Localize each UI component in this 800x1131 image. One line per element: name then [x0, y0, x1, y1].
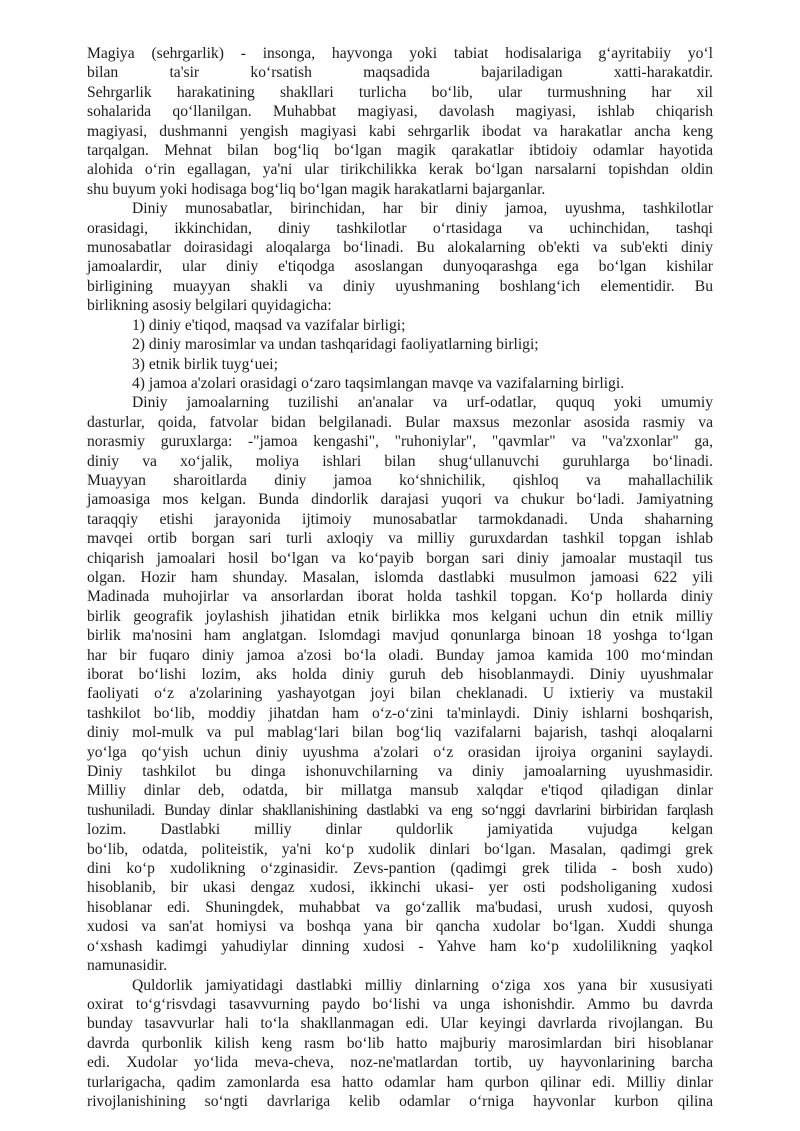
paragraph-line: taraqqiy etishi jarayonida ijtimoiy munosabatlar tarmokdanadi. Unda shaharning — [87, 510, 713, 528]
paragraph-line: edi. Xudolar yo‘lida meva-cheva, noz-ne'matlardan tortib, uy hayvonlarining barcha — [87, 1054, 713, 1072]
paragraph-line: har bir fuqaro diniy jamoa a'zosi bo‘la oladi. Bunday jamoa kamida 100 mo‘mindan — [87, 646, 713, 664]
paragraph-line: dini ko‘p xudolikning o‘zginasidir. Zevs-pantion (qadimgi grek tilida - bosh xudo) — [87, 860, 713, 878]
paragraph-line: tarqalgan. Mehnat bilan bog‘liq bo‘lgan magik qarakatlar ibtidoiy odamlar hayotida — [87, 142, 713, 160]
paragraph-line: oxirat to‘g‘risvdagi tasavvurning paydo bo‘lishi va unga ishonishdir. Ammo bu davrda — [87, 995, 713, 1013]
paragraph-line: jamoasiga mos kelgan. Bunda dindorlik darajasi yuqori va chukur bo‘ladi. Jamiyatning — [87, 491, 713, 509]
paragraph-line: rivojlanishining so‘ngti davrlariga kelib odamlar o‘rniga hayvonlar kurbon qilina — [87, 1092, 713, 1110]
paragraph-line: diniy va xo‘jalik, moliya ishlari bilan shug‘ullanuvchi guruhlarga bo‘linadi. — [87, 452, 713, 470]
paragraph-line: alohida o‘rin egallagan, ya'ni ular tirikchilikka kerak bo‘lgan narsalarni topishdan oldin — [87, 161, 713, 179]
paragraph-line: faoliyati o‘z a'zolarining yashayotgan joyi bilan cheklanadi. U ixtieriy va mustakil — [87, 685, 713, 703]
paragraph-line: birligining muayyan shakli va diniy uyushmaning boshlang‘ich elementidir. Bu — [87, 277, 713, 295]
list-item: 1) diniy e'tiqod, maqsad va vazifalar birligi; — [132, 316, 406, 334]
paragraph-line: Milliy dinlar deb, odatda, bir millatga mansub xalqdar e'tiqod qiladigan dinlar — [87, 782, 713, 800]
paragraph-line: chiqarish jamoalari hosil bo‘lgan va ko‘payib borgan sari diniy jamoalar mustaqil tus — [87, 549, 713, 567]
paragraph-line: namunasidir. — [87, 957, 168, 975]
paragraph-line: Muayyan sharoitlarda diniy jamoa ko‘shnichilik, qishloq va mahallachilik — [87, 471, 713, 489]
paragraph-line: norasmiy guruxlarga: -"jamoa kengashi", "ruhoniylar", "qavmlar" va "va'zxonlar" ga, — [87, 433, 713, 451]
paragraph-line: Quldorlik jamiyatidagi dastlabki milliy dinlarning o‘ziga xos yana bir xususiyati — [132, 976, 713, 994]
paragraph-line: diniy mol-mulk va pul mablag‘lari bilan bog‘liq vazifalarni bajarish, tashqi aloqalarni — [87, 724, 713, 742]
paragraph-line: orasidagi, ikkinchidan, diniy tashkilotlar o‘rtasidaga va uchinchidan, tashqi — [87, 219, 713, 237]
list-item: 2) diniy marosimlar va undan tashqaridagi faoliyatlarning birligi; — [132, 336, 539, 354]
paragraph-line: xudosi va san'at homiysi va boshqa yana bir qancha xudolar bo‘lgan. Xuddi shunga — [87, 918, 713, 936]
paragraph-line: mavqei ortib borgan sari turli axloqiy va milliy guruxdardan tashkil topgan ishlab — [87, 530, 713, 548]
document-text-body — [87, 44, 713, 1111]
paragraph-line: munosabatlar doirasidagi aloqalarga bo‘linadi. Bu alokalarning ob'ekti va sub'ekti diniy — [87, 239, 713, 257]
paragraph-line: olgan. Hozir ham shunday. Masalan, islomda dastlabki musulmon jamoasi 622 yili — [87, 568, 713, 586]
paragraph-line: jamoalardir, ular diniy e'tiqodga asoslangan dunyoqarashga ega bo‘lgan kishilar — [87, 258, 713, 276]
paragraph-line: turlarigacha, qadim zamonlarda esa hatto odamlar ham qurbon qilinar edi. Milliy dinlar — [87, 1073, 713, 1091]
paragraph-line: Sehrgarlik harakatining shakllari turlicha bo‘lib, ular turmushning har xil — [87, 83, 713, 101]
paragraph-line: bunday tasavvurlar hali to‘la shakllanmagan edi. Ular keyingi davrlarda rivojlangan. Bu — [87, 1015, 713, 1033]
paragraph-line: lozim. Dastlabki milliy dinlar quldorlik jamiyatida vujudga kelgan — [87, 821, 713, 839]
paragraph-line: birlik ma'nosini ham anglatgan. Islomdagi mavjud qonunlarga binoan 18 yoshga to‘lgan — [87, 627, 713, 645]
paragraph-line: dasturlar, qoida, fatvolar bidan belgilanadi. Bular maxsus mezonlar asosida rasmiy va — [87, 413, 713, 431]
paragraph-line: birlik geografik joylashish jihatidan etnik birlikka mos kelgani uchun din etnik milliy — [87, 607, 713, 625]
paragraph-line: hisoblanar edi. Shuningdek, muhabbat va go‘zallik ma'budasi, urush xudosi, quyosh — [87, 898, 713, 916]
paragraph-line: tashkilot bo‘lib, moddiy jihatdan ham o‘z-o‘zini ta'minlaydi. Diniy ishlarni boshqarish, — [87, 704, 713, 722]
paragraph-line: hisoblanib, bir ukasi dengaz xudosi, ikkinchi ukasi- yer osti podsholiganing xudosi — [87, 879, 713, 897]
paragraph-line: bilan ta'sir ko‘rsatish maqsadida bajariladigan xatti-harakatdir. — [87, 64, 713, 82]
paragraph-line: birlikning asosiy belgilari quyidagicha: — [87, 297, 332, 315]
paragraph-line: Diniy jamoalarning tuzilishi an'analar va urf-odatlar, ququq yoki umumiy — [132, 394, 713, 412]
paragraph-line: Madinada muhojirlar va ansorlardan iborat holda tashkil topgan. Ko‘p hollarda diniy — [87, 588, 713, 606]
paragraph-line: Magiya (sehrgarlik) - insonga, hayvonga yoki tabiat hodisalariga g‘ayritabiiy yo‘l — [87, 45, 713, 62]
paragraph-line: yo‘lga qo‘yish uchun diniy uyushma a'zolari o‘z orasidan ijroiya organini saylaydi. — [87, 743, 713, 761]
paragraph-line: davrda qurbonlik kilish keng rasm bo‘lib hatto majburiy marosimlardan biri hisoblanar — [87, 1034, 713, 1052]
paragraph-line: o‘xshash kadimgi yahudiylar dinning xudosi - Yahve ham ko‘p xudolilikning yaqkol — [87, 937, 713, 955]
paragraph-line: iborat bo‘lishi lozim, aks holda diniy guruh deb hisoblanmaydi. Diniy uyushmalar — [87, 666, 713, 683]
list-item: 4) jamoa a'zolari orasidagi o‘zaro taqsimlangan mavqe va vazifalarning birligi. — [132, 374, 625, 392]
paragraph-line: shu buyum yoki hodisaga bog‘liq bo‘lgan magik harakatlarni bajarganlar. — [87, 180, 546, 198]
paragraph-line: sohalarida qo‘llanilgan. Muhabbat magiyasi, davolash magiyasi, ishlab chiqarish — [87, 103, 713, 121]
paragraph-line: magiyasi, dushmanni yengish magiyasi kabi sehrgarlik ibodat va harakatlar ancha keng — [87, 122, 713, 140]
paragraph-line: bo‘lib, odatda, politeistik, ya'ni ko‘p xudolik dinlari bo‘lgan. Masalan, qadimgi grek — [87, 840, 713, 858]
paragraph-line: Diniy tashkilot bu dinga ishonuvchilarning va diniy jamoalarning uyushmasidir. — [87, 763, 713, 781]
paragraph-line: Diniy munosabatlar, birinchidan, har bir diniy jamoa, uyushma, tashkilotlar — [132, 200, 713, 218]
list-item: 3) etnik birlik tuyg‘uei; — [132, 355, 278, 373]
paragraph-line: tushuniladi. Bunday dinlar shakllanishining dastlabki va eng so‘nggi davrlarini birbiridan farqlash — [87, 801, 713, 819]
